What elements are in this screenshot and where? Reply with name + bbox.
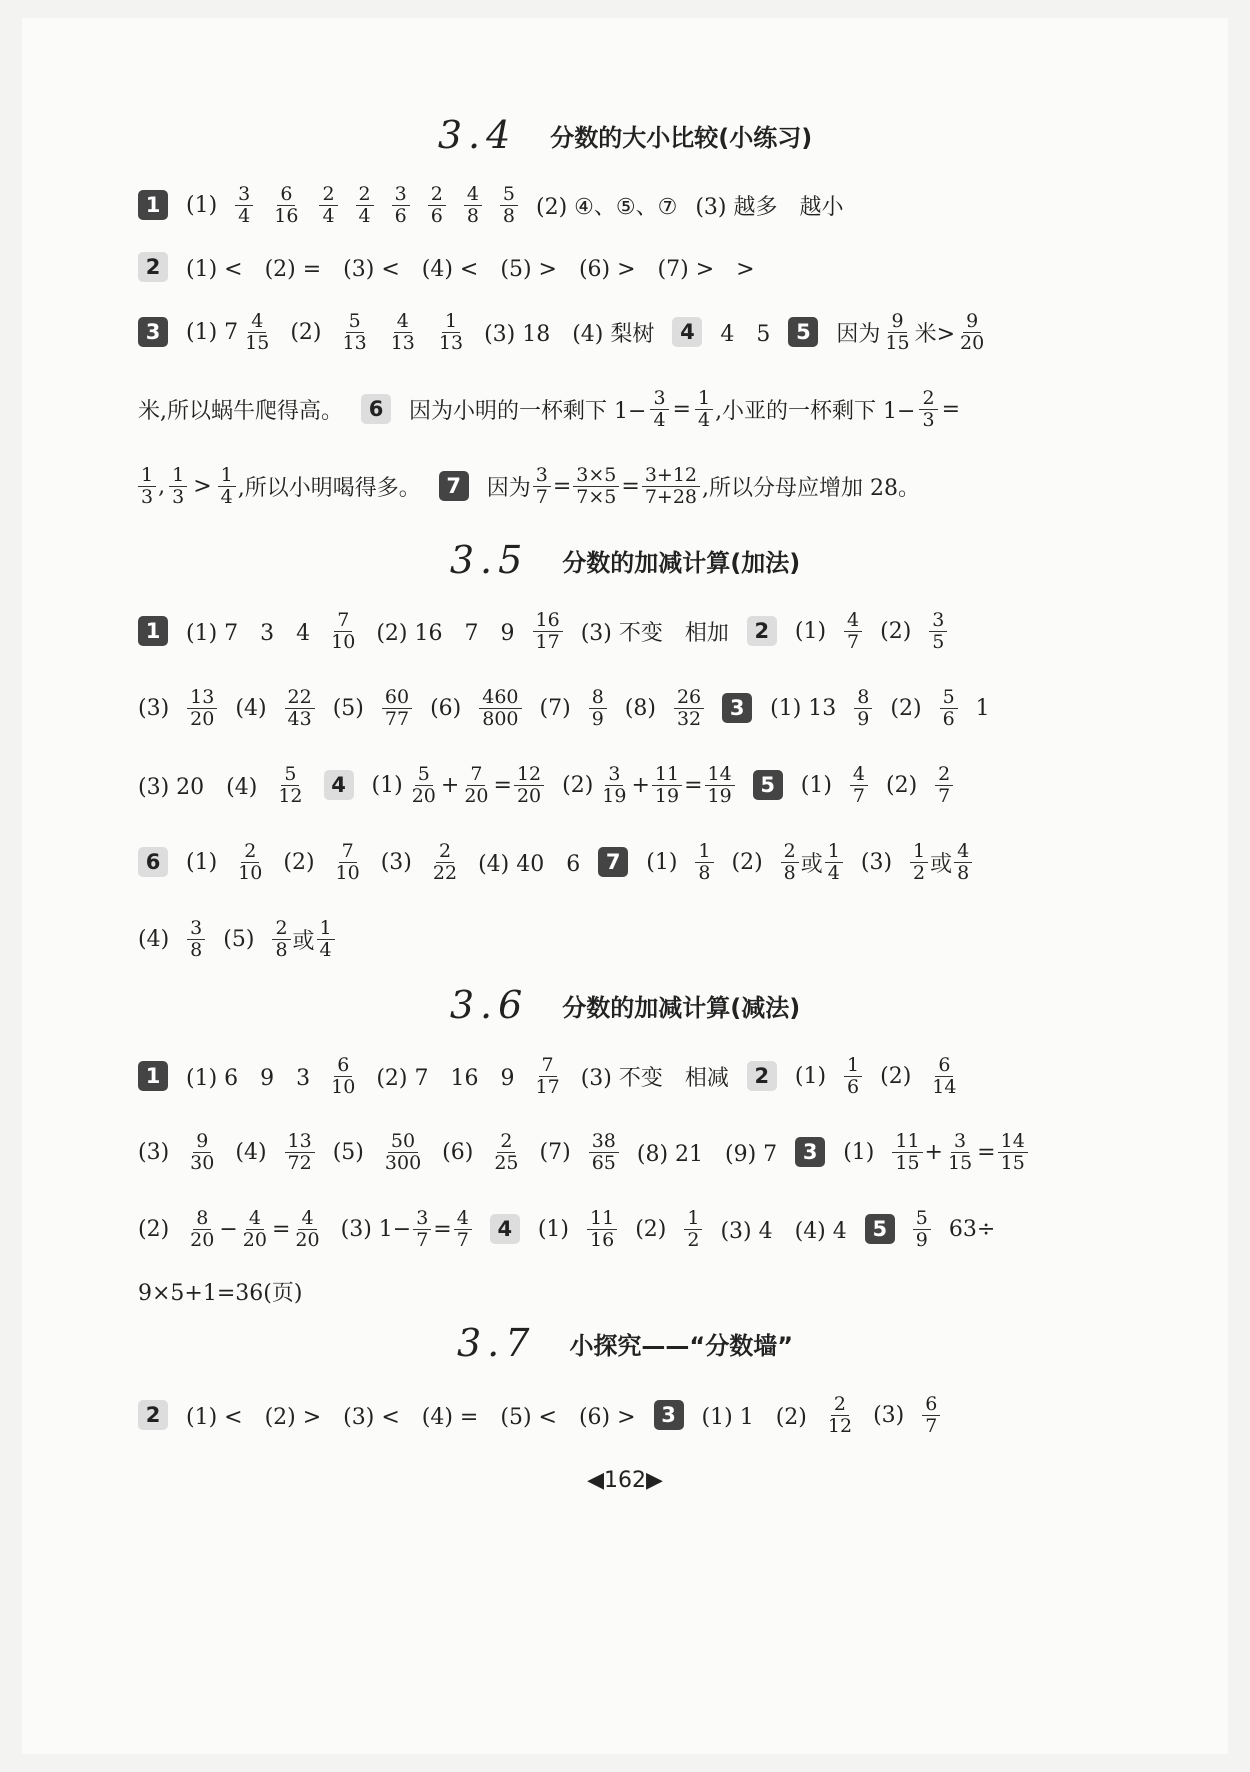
answer-text: (3) 1− (340, 1216, 412, 1242)
answer-text: (1) (794, 1063, 827, 1089)
answer-line (138, 827, 1120, 897)
answer-text: − (219, 1216, 238, 1242)
fraction: $\frac{4}{7}$ (844, 610, 862, 653)
fraction: $\frac{5}{9}$ (913, 1208, 931, 1251)
answer-text: + (924, 1139, 943, 1165)
answer-text: = (433, 1216, 452, 1242)
answer-text: (4) 40 6 (478, 851, 581, 877)
answer-text: = (941, 396, 961, 422)
fraction: $\frac{7}{10}$ (335, 839, 360, 884)
answer-line (138, 904, 1120, 974)
fraction: $\frac{3\times 5}{7\times 5}$ (573, 465, 619, 508)
answer-text: , (158, 473, 166, 499)
question-badge: 3 (654, 1400, 684, 1430)
answer-text: (8) (624, 695, 656, 721)
fraction: $\frac{4}{8}$ (464, 184, 482, 227)
fraction: $\frac{8}{9}$ (854, 687, 872, 730)
fraction: $\frac{1}{4}$ (218, 465, 236, 508)
fraction: $\frac{3}{8}$ (187, 918, 205, 961)
answer-text: (3) 不变 相加 (580, 620, 729, 646)
section-title: 小探究——“分数墙” (569, 1331, 793, 1360)
answer-text: (1) (646, 849, 678, 875)
question-badge: 1 (138, 1061, 168, 1091)
section-heading-3-5 (0, 530, 1250, 590)
fraction: $\frac{50}{300}$ (384, 1129, 422, 1174)
fraction: $\frac{1}{2}$ (910, 841, 928, 884)
answer-text: 因为 (836, 321, 881, 347)
answer-line (138, 1380, 1120, 1450)
answer-line (138, 170, 1120, 240)
answer-text: 米,所以蜗牛爬得高。 (138, 398, 343, 424)
answer-text: (1) 6 9 3 (186, 1065, 311, 1091)
answer-text: (2) 16 7 9 (376, 620, 515, 646)
answer-text: (7) (539, 695, 571, 721)
fraction: $\frac{4}{20}$ (242, 1206, 267, 1251)
section-title: 分数的加减计算(加法) (562, 548, 801, 577)
answer-text: (8) 21 (9) 7 (636, 1141, 778, 1167)
question-badge: 2 (747, 1061, 777, 1091)
answer-line (138, 750, 1120, 820)
fraction: $\frac{3}{5}$ (929, 610, 947, 653)
fraction: $\frac{2}{8}$ (781, 841, 799, 884)
section-title: 分数的加减计算(减法) (562, 993, 801, 1022)
answer-text: (3) (873, 1402, 905, 1428)
answer-text: ,所以小明喝得多。 (237, 475, 421, 501)
answer-text: 63÷ (948, 1216, 996, 1242)
fraction: $\frac{6}{16}$ (274, 182, 299, 227)
answer-text: (4) (235, 1139, 267, 1165)
fraction: $\frac{38}{65}$ (589, 1131, 619, 1174)
answer-text: (6) (442, 1139, 474, 1165)
fraction: $\frac{2}{3}$ (919, 388, 937, 431)
answer-text: 因为小明的一杯剩下 1− (409, 398, 647, 424)
fraction: $\frac{11}{16}$ (587, 1208, 617, 1251)
question-badge: 1 (138, 616, 168, 646)
fraction: $\frac{3}{4}$ (235, 184, 253, 227)
answer-line (138, 1117, 1120, 1187)
answer-text: = (672, 396, 691, 422)
question-badge: 1 (138, 190, 168, 220)
fraction: $\frac{6}{14}$ (932, 1053, 957, 1098)
page-number: ◀162▶ (587, 1468, 663, 1493)
fraction: $\frac{2}{8}$ (272, 918, 290, 961)
answer-text: (5) (223, 926, 255, 952)
fraction: $\frac{9}{15}$ (885, 309, 910, 354)
answer-text: (2) (283, 849, 315, 875)
answer-line (138, 374, 1120, 444)
question-badge: 6 (138, 847, 168, 877)
fraction: $\frac{1}{4}$ (317, 918, 335, 961)
fraction: $\frac{2}{10}$ (238, 839, 263, 884)
answer-text: (3) 4 (4) 4 (720, 1218, 847, 1244)
fraction: $\frac{5}{20}$ (411, 762, 436, 807)
answer-text: 4 5 (720, 321, 771, 347)
answer-text: + (440, 772, 460, 798)
answer-text: (2) (562, 772, 594, 798)
answer-text: = (977, 1139, 996, 1165)
fraction: $\frac{4}{7}$ (454, 1208, 472, 1251)
answer-text: (1) (537, 1216, 569, 1242)
fraction: $\frac{9}{30}$ (190, 1129, 215, 1174)
answer-text: 或 (930, 851, 953, 877)
fraction: $\frac{1}{4}$ (825, 841, 843, 884)
answer-text: ,小亚的一杯剩下 1− (715, 398, 916, 424)
fraction: $\frac{4}{8}$ (954, 841, 972, 884)
fraction: $\frac{11}{19}$ (652, 764, 682, 807)
answer-text: (5) (332, 695, 364, 721)
answer-text: (2) ④、⑤、⑦ (536, 194, 678, 220)
answer-text: (7) (539, 1139, 571, 1165)
answer-text: (2) (635, 1216, 667, 1242)
answer-line (138, 673, 1120, 743)
answer-text: (1) 1 (2) (701, 1404, 807, 1430)
answer-text: (1) < (2) > (3) < (4) = (5) < (6) > (186, 1404, 636, 1430)
question-badge: 4 (490, 1214, 520, 1244)
section-heading-3-6 (0, 975, 1250, 1035)
answer-text: (1) < (2) = (3) < (4) < (5) > (6) > (7) > > (186, 256, 755, 282)
answer-text: = (493, 772, 512, 798)
answer-text: (1) 7 3 4 (186, 620, 311, 646)
question-badge: 2 (747, 616, 777, 646)
question-badge: 5 (753, 770, 783, 800)
question-badge: 7 (598, 847, 628, 877)
fraction: $\frac{5}{13}$ (342, 309, 367, 354)
answer-text: (3) 20 (4) (138, 774, 258, 800)
answer-text: (4) (235, 695, 267, 721)
answer-text: (2) (880, 618, 912, 644)
fraction: $\frac{7}{20}$ (464, 762, 489, 807)
answer-text: (3) (380, 849, 412, 875)
fraction: $\frac{3}{7}$ (533, 465, 551, 508)
fraction: $\frac{460}{800}$ (479, 687, 521, 730)
fraction: $\frac{2}{4}$ (319, 184, 337, 227)
fraction: $\frac{3}{6}$ (392, 184, 410, 227)
fraction: $\frac{14}{19}$ (705, 764, 735, 807)
answer-line (138, 232, 1120, 302)
answer-text: (2) (731, 849, 763, 875)
section-number: 3.4 (437, 113, 517, 157)
fraction: $\frac{3}{19}$ (602, 762, 627, 807)
fraction: $\frac{4}{13}$ (390, 309, 415, 354)
fraction: $\frac{1}{13}$ (438, 309, 464, 354)
answer-text: (3) 18 (4) 梨树 (484, 321, 655, 347)
answer-text: (1) (371, 772, 403, 798)
question-badge: 3 (138, 317, 168, 347)
fraction: $\frac{2}{7}$ (935, 764, 953, 807)
answer-text: (6) (430, 695, 462, 721)
question-badge: 5 (865, 1214, 895, 1244)
fraction: $\frac{11}{15}$ (892, 1131, 922, 1174)
answer-line (138, 1194, 1120, 1264)
fraction: $\frac{16}{17}$ (533, 610, 563, 653)
answer-text: ,所以分母应增加 28。 (702, 475, 920, 501)
answer-text: 或 (800, 851, 823, 877)
answer-text: 或 (292, 928, 315, 954)
fraction: $\frac{2}{6}$ (428, 184, 446, 227)
fraction: $\frac{1}{3}$ (169, 465, 187, 508)
fraction: $\frac{1}{8}$ (695, 841, 713, 884)
fraction: $\frac{7}{17}$ (535, 1053, 560, 1098)
fraction: $\frac{13}{20}$ (187, 687, 217, 730)
answer-text: 9×5+1=36(页) (138, 1280, 303, 1306)
answer-text: (1) (186, 849, 218, 875)
section-title: 分数的大小比较(小练习) (550, 123, 813, 152)
fraction: $\frac{26}{32}$ (674, 687, 704, 730)
answer-text: (1) (843, 1139, 875, 1165)
fraction: $\frac{60}{77}$ (382, 687, 412, 730)
question-badge: 2 (138, 252, 168, 282)
answer-text: (3) (138, 1139, 170, 1165)
answer-text: (2) (138, 1216, 170, 1242)
fraction: $\frac{13}{72}$ (285, 1131, 315, 1174)
question-badge: 4 (672, 317, 702, 347)
answer-text: (4) (138, 926, 170, 952)
answer-line (138, 1041, 1120, 1111)
fraction: $\frac{1}{2}$ (684, 1208, 702, 1251)
answer-line (138, 297, 1120, 367)
answer-text: > (193, 473, 212, 499)
fraction: $\frac{4}{7}$ (850, 764, 868, 807)
section-number: 3.5 (449, 538, 529, 582)
fraction: $\frac{5}{12}$ (278, 762, 303, 807)
answer-text: (1) 7 (186, 319, 239, 345)
question-badge: 3 (795, 1137, 825, 1167)
fraction: $\frac{2}{22}$ (432, 839, 458, 884)
fraction: $\frac{9}{20}$ (960, 309, 985, 354)
fraction: $\frac{8}{20}$ (190, 1206, 215, 1251)
answer-text: + (631, 772, 650, 798)
fraction: $\frac{4}{15}$ (245, 309, 270, 354)
fraction: $\frac{1}{3}$ (138, 465, 156, 508)
fraction: $\frac{2}{4}$ (356, 184, 374, 227)
fraction: $\frac{2}{12}$ (827, 1392, 853, 1437)
answer-text: 因为 (486, 475, 531, 501)
question-badge: 3 (722, 693, 752, 723)
fraction: $\frac{12}{20}$ (514, 764, 544, 807)
answer-text: 1 (975, 695, 990, 721)
question-badge: 4 (324, 770, 354, 800)
fraction: $\frac{5}{6}$ (940, 687, 958, 730)
fraction: $\frac{3}{15}$ (947, 1129, 973, 1174)
answer-text: (2) (880, 1063, 912, 1089)
answer-text: (1) (794, 618, 827, 644)
fraction: $\frac{5}{8}$ (500, 184, 518, 227)
fraction: $\frac{8}{9}$ (589, 687, 607, 730)
answer-text: (1) 13 (770, 695, 837, 721)
answer-text: (1) (186, 192, 218, 218)
fraction: $\frac{1}{6}$ (844, 1055, 862, 1098)
answer-text: (2) (890, 695, 922, 721)
fraction: $\frac{7}{10}$ (331, 608, 356, 653)
answer-text: = (552, 473, 572, 499)
fraction: $\frac{3}{7}$ (413, 1208, 431, 1251)
answer-text: (2) 7 16 9 (376, 1065, 515, 1091)
answer-text: (2) (886, 772, 918, 798)
answer-text: = (621, 473, 640, 499)
answer-text: (3) 越多 越小 (695, 194, 844, 220)
answer-text: = (271, 1216, 291, 1242)
fraction: $\frac{3+12}{7+28}$ (642, 465, 700, 508)
question-badge: 7 (439, 471, 469, 501)
fraction: $\frac{14}{15}$ (998, 1131, 1028, 1174)
answer-text: (1) (800, 772, 832, 798)
question-badge: 6 (361, 394, 391, 424)
answer-text: (2) (290, 319, 322, 345)
question-badge: 2 (138, 1400, 168, 1430)
fraction: $\frac{22}{43}$ (285, 687, 315, 730)
fraction: $\frac{1}{4}$ (695, 388, 713, 431)
section-number: 3.7 (457, 1321, 536, 1365)
answer-line (138, 451, 1120, 521)
section-heading-3-4 (0, 105, 1250, 165)
answer-text: (3) 不变 相减 (580, 1065, 729, 1091)
question-badge: 5 (788, 317, 818, 347)
answer-text: 米> (914, 321, 956, 347)
fraction: $\frac{2}{25}$ (494, 1129, 519, 1174)
fraction: $\frac{6}{7}$ (922, 1394, 940, 1437)
answer-text: (3) (138, 695, 170, 721)
answer-line (138, 596, 1120, 666)
answer-text: (3) (860, 849, 893, 875)
answer-text: = (684, 772, 703, 798)
fraction: $\frac{6}{10}$ (331, 1053, 356, 1098)
fraction: $\frac{4}{20}$ (295, 1206, 320, 1251)
fraction: $\frac{3}{4}$ (650, 388, 668, 431)
section-heading-3-7 (0, 1313, 1250, 1373)
answer-text: (5) (332, 1139, 364, 1165)
section-number: 3.6 (449, 983, 529, 1027)
